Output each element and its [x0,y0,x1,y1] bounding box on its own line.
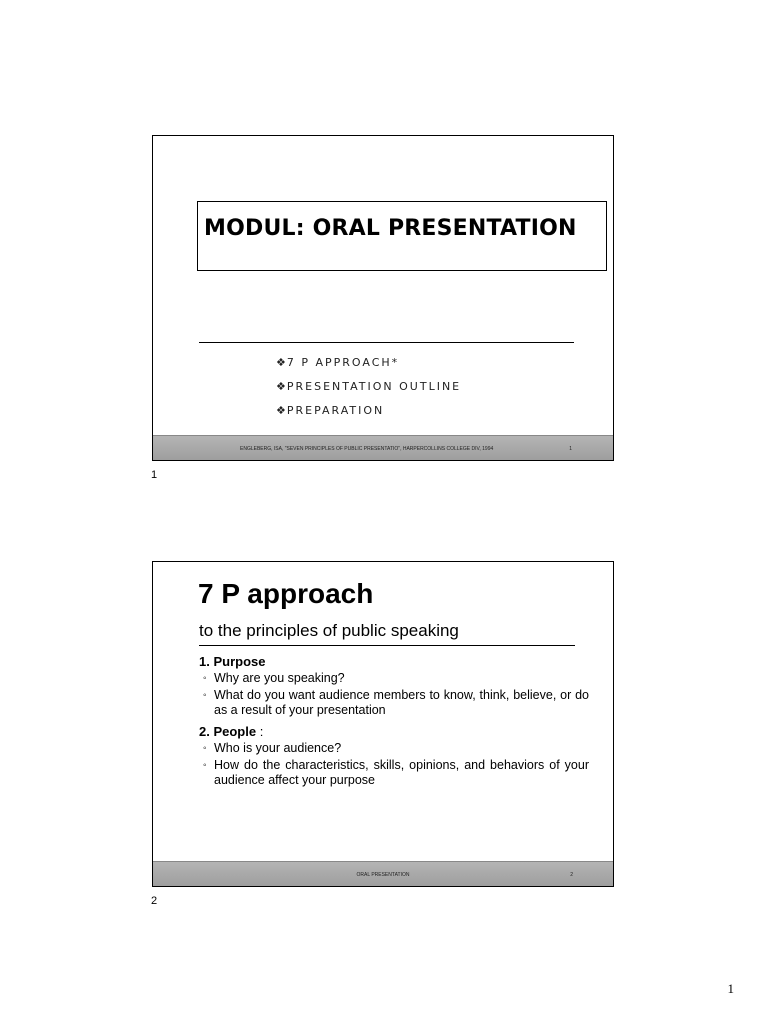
footer-slide-number: 2 [570,872,573,878]
topic-list [276,351,461,423]
slide-number-label: 2 [151,895,158,907]
circle-bullet-icon: ◦ [203,760,207,771]
diamond-bullet-icon: ❖ [276,404,286,417]
list-item: ◦ Why are you speaking? [203,671,345,685]
point-list [199,671,589,718]
slide-content [199,653,589,793]
diamond-bullet-icon: ❖ [276,380,286,393]
list-item: ◦ Who is your audience? [203,741,342,755]
circle-bullet-icon: ◦ [203,673,207,684]
slide-2 [152,561,614,887]
slide-subtitle: to the principles of public speaking [199,621,459,640]
diamond-bullet-icon: ❖ [276,356,286,369]
circle-bullet-icon: ◦ [203,743,207,754]
list-item: ◦ How do the characteristics, skills, opinions, and behaviors of your audience affect your purpose [203,758,589,787]
list-item: ◦ What do you want audience members to know, think, believe, or do as a result of your presentation [203,688,589,717]
point-list [199,741,589,788]
footer-slide-number: 1 [569,446,572,452]
slide-title: MODUL: ORAL PRESENTATION [204,216,577,241]
footer-title: ORAL PRESENTATION [356,872,410,878]
page-number: 1 [727,981,734,996]
slide-1 [152,135,614,461]
section-heading: 2. People : [199,724,264,739]
slide-footer [153,435,613,460]
divider-line [199,645,575,646]
list-item: ❖7 P APPROACH* [276,356,400,369]
footer-citation: ENGLEBERG, ISA, "SEVEN PRINCIPLES OF PUBLIC PRESENTATIO", HARPERCOLLINS COLLEGE DIV, 1994 [240,446,494,452]
slide-title: 7 P approach [198,578,374,609]
divider-line [199,342,574,343]
circle-bullet-icon: ◦ [203,690,207,701]
section-heading: 1. Purpose [199,654,266,669]
list-item: ❖PREPARATION [276,404,385,417]
slide-number-label: 1 [151,469,158,481]
slide-footer [153,861,613,886]
title-box [197,201,607,271]
list-item: ❖PRESENTATION OUTLINE [276,380,462,393]
